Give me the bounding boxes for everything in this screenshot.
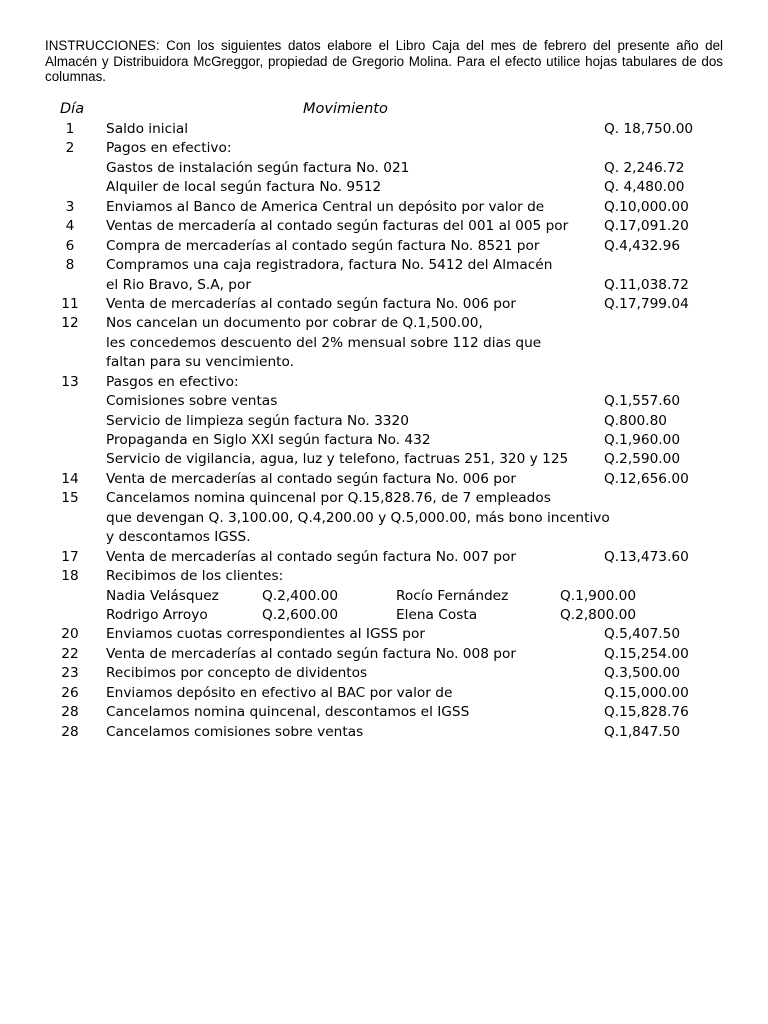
ledger-row: [0, 509, 768, 528]
row-description: Enviamos cuotas correspondientes al IGSS por: [106, 626, 425, 643]
row-day: 17: [61, 548, 79, 565]
row-amount: Q. 18,750.00: [604, 121, 694, 137]
row-day: 8: [65, 257, 75, 274]
ledger-row: [0, 198, 768, 217]
row-amount: Q.1,847.50: [604, 723, 681, 740]
row-amount: Q.1,557.60: [604, 393, 681, 410]
row-description: Ventas de mercadería al contado según facturas del 001 al 005 por: [106, 218, 569, 235]
row-description: Cancelamos nomina quincenal por Q.15,828.76, de 7 empleados: [106, 490, 551, 507]
row-day: 22: [61, 645, 79, 662]
row-day: 12: [61, 315, 79, 332]
ledger-row: [0, 159, 768, 178]
row-description: Cancelamos nomina quincenal, descontamos el IGSS: [106, 704, 470, 721]
row-description: Enviamos depósito en efectivo al BAC por valor de: [106, 684, 453, 701]
row-amount: Q.17,091.20: [604, 218, 689, 235]
movement-column-header: Movimiento: [303, 101, 388, 117]
row-description: Alquiler de local según factura No. 9512: [106, 179, 382, 196]
row-description: Venta de mercaderías al contado según factura No. 006 por: [106, 295, 516, 312]
row-description: Pagos en efectivo:: [106, 140, 232, 157]
row-amount: Q.15,828.76: [604, 704, 689, 721]
row-description: y descontamos IGSS.: [106, 529, 251, 546]
row-description: que devengan Q. 3,100.00, Q.4,200.00 y Q.5,000.00, más bono incentivo: [106, 509, 610, 526]
row-amount: Q.12,656.00: [604, 470, 689, 487]
client-name: Elena Costa: [396, 606, 478, 623]
client-amount: Q.2,400.00: [262, 587, 339, 604]
ledger-row: [0, 664, 768, 683]
row-amount: Q.15,254.00: [604, 645, 689, 662]
row-description: Saldo inicial: [106, 121, 189, 137]
ledger-row: [0, 353, 768, 372]
ledger-row: [0, 276, 768, 295]
ledger-row: [0, 392, 768, 411]
ledger-row: [0, 373, 768, 392]
row-day: 26: [61, 684, 79, 701]
row-day: 28: [61, 704, 79, 721]
ledger-row: [0, 139, 768, 158]
ledger-row: [0, 217, 768, 236]
row-description: el Rio Bravo, S.A, por: [106, 276, 251, 293]
row-amount: Q.10,000.00: [604, 198, 689, 215]
row-description: Compra de mercaderías al contado según factura No. 8521 por: [106, 237, 540, 254]
row-description: Venta de mercaderías al contado según factura No. 007 por: [106, 548, 516, 565]
ledger-row: [0, 314, 768, 333]
row-description: faltan para su vencimiento.: [106, 354, 294, 371]
ledger-row: [0, 412, 768, 431]
row-amount: Q.13,473.60: [604, 548, 689, 565]
row-amount: Q.17,799.04: [604, 295, 689, 312]
row-day: 13: [61, 373, 79, 390]
client-amount: Q.2,600.00: [262, 606, 339, 623]
ledger-row: [0, 450, 768, 469]
client-name: Rocío Fernández: [396, 587, 509, 604]
ledger-row: [0, 120, 768, 139]
ledger-row: [0, 625, 768, 644]
day-column-header: Día: [60, 101, 85, 117]
row-amount: Q.11,038.72: [604, 276, 689, 293]
row-description: Venta de mercaderías al contado según factura No. 006 por: [106, 470, 516, 487]
ledger-row: [0, 431, 768, 450]
row-day: 23: [61, 665, 79, 682]
row-description: Compramos una caja registradora, factura No. 5412 del Almacén: [106, 257, 553, 274]
row-description: Pasgos en efectivo:: [106, 373, 239, 390]
row-day: 6: [65, 237, 75, 254]
row-description: Nos cancelan un documento por cobrar de Q.1,500.00,: [106, 315, 483, 332]
instructions-paragraph: INSTRUCCIONES: Con los siguientes datos elabore el Libro Caja del mes de febrero del presente año del Almacén y Distribuidora McGreggor, propiedad de Gregorio Molina. Para el efecto utilice hojas tabulares de dos columnas.: [45, 38, 723, 84]
row-day: 18: [61, 568, 79, 585]
row-amount: Q.3,500.00: [604, 665, 681, 682]
row-day: 20: [61, 626, 79, 643]
row-description: Propaganda en Siglo XXI según factura No. 432: [106, 432, 431, 448]
client-name: Nadia Velásquez: [106, 587, 219, 604]
ledger-entries: [0, 120, 768, 742]
row-day: 1: [65, 121, 75, 137]
row-amount: Q. 2,246.72: [604, 159, 685, 176]
row-description: Enviamos al Banco de America Central un depósito por valor de: [106, 198, 545, 215]
client-row: [0, 606, 768, 625]
ledger-row: [0, 178, 768, 197]
row-day: 11: [61, 295, 79, 312]
row-amount: Q.5,407.50: [604, 626, 681, 643]
ledger-row: [0, 528, 768, 547]
row-amount: Q.15,000.00: [604, 684, 689, 701]
client-name: Rodrigo Arroyo: [106, 606, 208, 623]
ledger-row: [0, 567, 768, 586]
row-description: Servicio de limpieza según factura No. 3320: [106, 412, 409, 429]
row-day: 15: [61, 490, 79, 507]
row-amount: Q.800.80: [604, 412, 668, 429]
ledger-row: [0, 684, 768, 703]
row-day: 28: [61, 723, 79, 740]
ledger-row: [0, 703, 768, 722]
row-description: les concedemos descuento del 2% mensual sobre 112 dias que: [106, 334, 542, 351]
ledger-row: [0, 489, 768, 508]
row-amount: Q. 4,480.00: [604, 179, 685, 196]
ledger-row: [0, 723, 768, 742]
row-description: Gastos de instalación según factura No. 021: [106, 159, 410, 176]
row-day: 2: [65, 140, 75, 157]
client-amount: Q.1,900.00: [560, 587, 637, 604]
ledger-row: [0, 334, 768, 353]
ledger-row: [0, 470, 768, 489]
row-day: 14: [61, 470, 79, 487]
ledger-row: [0, 295, 768, 314]
row-description: Venta de mercaderías al contado según factura No. 008 por: [106, 645, 516, 662]
ledger-row: [0, 645, 768, 664]
row-amount: Q.2,590.00: [604, 451, 681, 468]
ledger-row: [0, 548, 768, 567]
ledger-row: [0, 256, 768, 275]
ledger-row: [0, 237, 768, 256]
row-day: 3: [65, 198, 75, 215]
row-amount: Q.1,960.00: [604, 432, 681, 448]
row-amount: Q.4,432.96: [604, 237, 681, 254]
row-description: Recibimos por concepto de dividentos: [106, 665, 368, 682]
row-day: 4: [65, 218, 75, 235]
client-amount: Q.2,800.00: [560, 606, 637, 623]
row-description: Comisiones sobre ventas: [106, 393, 278, 410]
client-row: [0, 587, 768, 606]
row-description: Recibimos de los clientes:: [106, 568, 284, 585]
row-description: Cancelamos comisiones sobre ventas: [106, 723, 364, 740]
row-description: Servicio de vigilancia, agua, luz y telefono, factruas 251, 320 y 125: [106, 451, 569, 468]
